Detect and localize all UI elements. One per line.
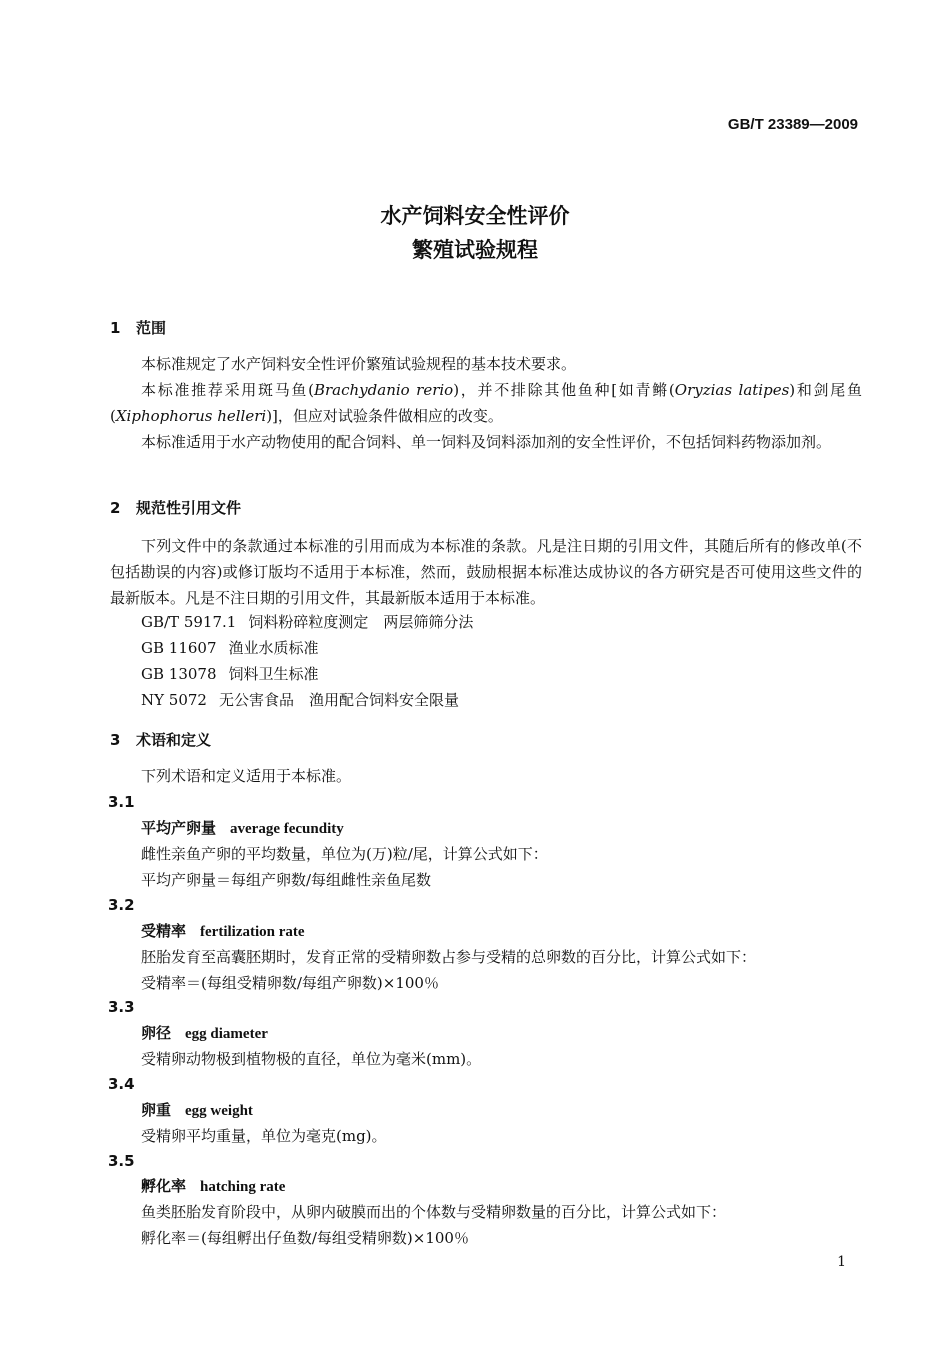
section-2-heading xyxy=(110,497,241,518)
standard-code: GB/T 23389—2009 xyxy=(727,116,858,133)
term-definition: 受精卵动物极到植物极的直径，单位为毫米(mm)。 xyxy=(141,1050,482,1068)
reference-title: 饲料卫生标准 xyxy=(228,665,319,683)
term-definition: 受精卵平均重量，单位为毫克(mg)。 xyxy=(141,1127,387,1145)
document-title-line1: 水产饲料安全性评价 xyxy=(380,204,570,228)
term-formula: 孵化率＝(每组孵出仔鱼数/每组受精卵数)×100％ xyxy=(141,1229,469,1247)
term-en: hatching rate xyxy=(200,1179,286,1195)
term-cn: 受精率 xyxy=(141,922,187,940)
section-1-paragraph-3: 本标准适用于水产动物使用的配合饲料、单一饲料及饲料添加剂的安全性评价，不包括饲料药物添加剂。 xyxy=(141,433,832,451)
term-en: average fecundity xyxy=(230,821,344,837)
section-2-intro: 下列文件中的条款通过本标准的引用而成为本标准的条款。凡是注日期的引用文件，其随后所有的修改单(不包括勘误的内容)或修订版均不适用于本标准，然而，鼓励根据本标准达成协议的各方研究是否可使用这些文件的最新版本。凡是不注日期的引用文件，其最新版本适用于本标准。 xyxy=(110,537,862,607)
reference-title: 饲料粉碎粒度测定 两层筛筛分法 xyxy=(248,613,474,631)
term-definition: 胚胎发育至高囊胚期时，发育正常的受精卵数占参与受精的总卵数的百分比，计算公式如下： xyxy=(141,948,757,966)
term-en: egg weight xyxy=(185,1103,253,1119)
term-number: 3.3 xyxy=(108,998,135,1016)
section-3-intro: 下列术语和定义适用于本标准。 xyxy=(141,767,352,785)
term-cn: 卵径 xyxy=(141,1024,172,1042)
term-number: 3.1 xyxy=(108,793,135,811)
section-number: 3 xyxy=(110,731,121,749)
section-1-heading xyxy=(110,317,166,338)
term-number: 3.4 xyxy=(108,1075,135,1093)
document-title-line2: 繁殖试验规程 xyxy=(412,238,538,262)
reference-code: GB/T 5917.1 xyxy=(141,613,237,631)
species-brachydanio: Brachydanio rerio xyxy=(313,381,454,399)
reference-code: NY 5072 xyxy=(141,691,207,709)
section-3-heading xyxy=(110,729,211,750)
species-oryzias: Oryzias latipes xyxy=(674,381,790,399)
reference-title: 渔业水质标准 xyxy=(228,639,319,657)
reference-item xyxy=(141,661,319,687)
section-1-paragraph-1: 本标准规定了水产饲料安全性评价繁殖试验规程的基本技术要求。 xyxy=(141,355,577,373)
term-formula: 平均产卵量＝每组产卵数/每组雌性亲鱼尾数 xyxy=(141,871,432,889)
term-heading xyxy=(141,1173,285,1200)
term-heading xyxy=(141,1020,268,1047)
term-definition: 雌性亲鱼产卵的平均数量，单位为(万)粒/尾，计算公式如下： xyxy=(141,845,548,863)
term-en: egg diameter xyxy=(185,1026,268,1042)
reference-code: GB 11607 xyxy=(141,639,217,657)
term-number: 3.5 xyxy=(108,1152,135,1170)
section-number: 1 xyxy=(110,319,121,337)
term-heading xyxy=(141,815,344,842)
section-number: 2 xyxy=(110,499,121,517)
term-cn: 孵化率 xyxy=(141,1177,187,1195)
term-cn: 平均产卵量 xyxy=(141,819,217,837)
term-cn: 卵重 xyxy=(141,1101,172,1119)
section-title: 规范性引用文件 xyxy=(136,499,242,517)
section-1-paragraph-2: 本标准推荐采用斑马鱼(Brachydanio rerio)，并不排除其他鱼种[如青鳉(Oryzias latipes)和剑尾鱼(Xiphophorus helleri)]，但应对试验条件做相应的改变。 xyxy=(110,381,862,425)
species-xiphophorus: Xiphophorus helleri xyxy=(115,407,267,425)
reference-code: GB 13078 xyxy=(141,665,217,683)
section-title: 范围 xyxy=(136,319,167,337)
reference-item xyxy=(141,687,459,713)
term-heading xyxy=(141,1097,253,1124)
term-definition: 鱼类胚胎发育阶段中，从卵内破膜而出的个体数与受精卵数量的百分比，计算公式如下： xyxy=(141,1203,727,1221)
term-en: fertilization rate xyxy=(200,924,305,940)
term-formula: 受精率＝(每组受精卵数/每组产卵数)×100％ xyxy=(141,974,439,992)
reference-item xyxy=(141,635,319,661)
term-heading xyxy=(141,918,305,945)
term-number: 3.2 xyxy=(108,896,135,914)
reference-item xyxy=(141,609,473,635)
page-number: 1 xyxy=(837,1254,846,1270)
reference-title: 无公害食品 渔用配合饲料安全限量 xyxy=(218,691,459,709)
section-title: 术语和定义 xyxy=(136,731,212,749)
